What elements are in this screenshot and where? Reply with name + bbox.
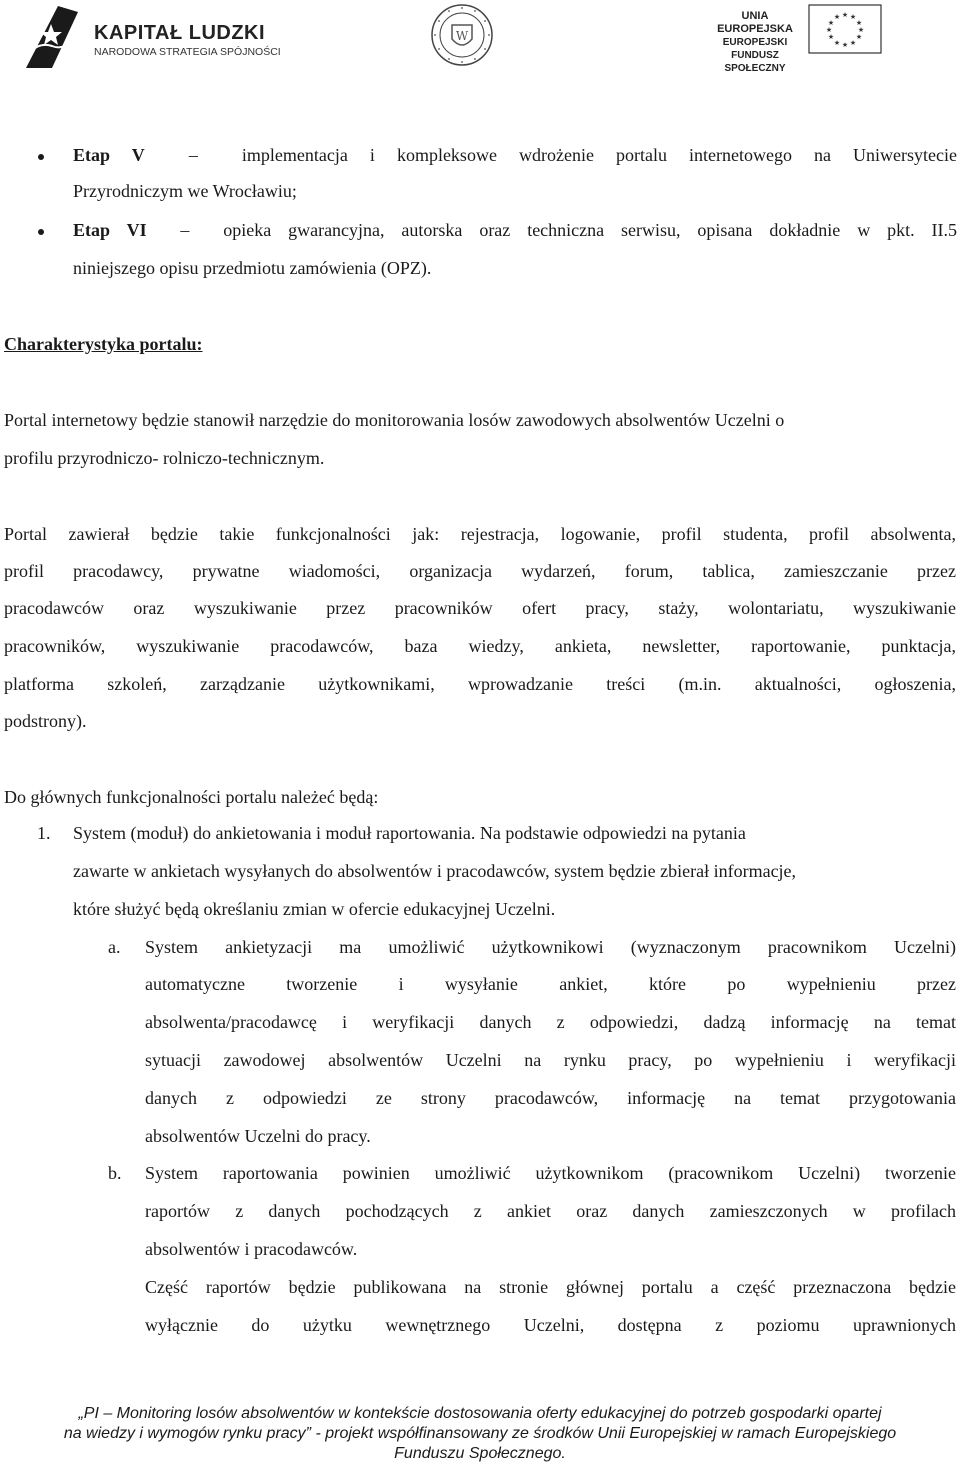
item-1-line-3: które służyć będą określaniu zmian w ofercie edukacyjnej Uczelni. bbox=[73, 899, 556, 919]
svg-text:★: ★ bbox=[849, 13, 857, 21]
para2-line-6: podstrony). bbox=[4, 711, 87, 731]
page-header bbox=[0, 0, 960, 80]
sub-b-line-3: absolwentów i pracodawców. bbox=[145, 1239, 358, 1259]
ue-line3: FUNDUSZ SPOŁECZNY bbox=[724, 50, 786, 74]
svg-text:★: ★ bbox=[833, 39, 841, 47]
ue-line1: UNIA EUROPEJSKA bbox=[717, 10, 793, 35]
para1-line-1: Portal internetowy będzie stanowił narzędzie do monitorowania losów zawodowych absolwentów Uczelni o bbox=[4, 410, 785, 430]
svg-text:★: ★ bbox=[827, 19, 835, 27]
bullet-1-line-1: Etap V – implementacja i kompleksowe wdrożenie portalu internetowego na Uniwersytecie bbox=[73, 145, 958, 165]
para2-line-5: platforma szkoleń, zarządzanie użytkownikami, wprowadzanie treści (m.in. aktualności, ogłoszenia, bbox=[4, 674, 956, 694]
sub-b-line-2: raportów z danych pochodzących z ankiet oraz danych zamieszczonych w profilach bbox=[145, 1201, 956, 1221]
item-1-line-1: System (moduł) do ankietowania i moduł raportowania. Na podstawie odpowiedzi na pytania bbox=[73, 823, 746, 843]
eu-logo bbox=[705, 4, 885, 74]
sub-a-line-3: absolwenta/pracodawcę i weryfikacji danych z odpowiedzi, dadzą informację na temat bbox=[145, 1012, 956, 1032]
svg-text:★: ★ bbox=[833, 13, 841, 21]
item-1-line-2: zawarte w ankietach wysyłanych do absolwentów i pracodawców, system będzie zbierał informacje, bbox=[73, 861, 797, 881]
para1-line-2: profilu przyrodniczo- rolniczo-technicznym. bbox=[4, 448, 325, 468]
bullet-2-label: Etap VI bbox=[73, 220, 147, 240]
list-intro: Do głównych funkcjonalności portalu należeć będą: bbox=[4, 787, 379, 807]
sub-a-line-4: sytuacji zawodowej absolwentów Uczelni na rynku pracy, po wypełnieniu i weryfikacji bbox=[145, 1050, 956, 1070]
sub-a-letter: a. bbox=[108, 937, 121, 957]
kl-title: KAPITAŁ LUDZKI bbox=[94, 22, 266, 44]
university-seal-logo bbox=[430, 3, 494, 67]
sub-b-line-1: System raportowania powinien umożliwić użytkownikom (pracownikom Uczelni) tworzenie bbox=[145, 1163, 956, 1183]
bullet-2-line-1: Etap VI – opieka gwarancyjna, autorska oraz techniczna serwisu, opisana dokładnie w pkt. II.5 bbox=[73, 220, 957, 240]
kl-subtitle: NARODOWA STRATEGIA SPÓJNOŚCI bbox=[94, 46, 281, 58]
svg-text:W: W bbox=[455, 29, 469, 43]
para2-line-3: pracodawców oraz wyszukiwanie przez pracowników ofert pracy, staży, wolontariatu, wyszukiwanie bbox=[4, 598, 956, 618]
footer-line-3: Funduszu Społecznego. bbox=[394, 1445, 566, 1462]
kapital-ludzki-logo bbox=[22, 2, 281, 72]
bullet-2-line-2: niniejszego opisu przedmiotu zamówienia (OPZ). bbox=[73, 258, 432, 278]
footer-line-1: „PI – Monitoring losów absolwentów w kontekście dostosowania oferty edukacyjnej do potrzeb gospodarki opartej bbox=[78, 1405, 882, 1422]
ue-line2: EUROPEJSKI bbox=[722, 37, 788, 48]
sub-b-extra-line-1: Część raportów będzie publikowana na stronie głównej portalu a część przeznaczona będzie bbox=[145, 1277, 956, 1297]
sub-a-line-1: System ankietyzacji ma umożliwić użytkownikowi (wyznaczonym pracownikom Uczelni) bbox=[145, 937, 956, 957]
bullet-dot bbox=[38, 154, 44, 160]
footer-line-2: na wiedzy i wymogów rynku pracy” - projekt współfinansowany ze środków Unii Europejskiej w ramach Europejskiego bbox=[63, 1425, 897, 1442]
item-1-number: 1. bbox=[37, 823, 51, 843]
eu-flag-icon bbox=[808, 4, 882, 54]
sub-b-letter: b. bbox=[108, 1163, 122, 1183]
para2-line-2: profil pracodawcy, prywatne wiadomości, organizacja wydarzeń, forum, tablica, zamieszczanie przez bbox=[4, 561, 956, 581]
bullet-dot bbox=[38, 229, 44, 235]
svg-text:★: ★ bbox=[857, 26, 865, 34]
svg-text:★: ★ bbox=[841, 41, 849, 49]
bullet-1-label: Etap V bbox=[73, 145, 145, 165]
bullet-1-line-2: Przyrodniczym we Wrocławiu; bbox=[73, 181, 297, 201]
sub-a-line-5: danych z odpowiedzi ze strony pracodawców, informację na temat przygotowania bbox=[145, 1088, 956, 1108]
svg-text:★: ★ bbox=[849, 39, 857, 47]
kapital-ludzki-emblem-icon bbox=[22, 2, 82, 72]
svg-text:★: ★ bbox=[855, 19, 863, 27]
para2-line-1: Portal zawierał będzie takie funkcjonalności jak: rejestracja, logowanie, profil studenta, profil absolwenta, bbox=[4, 524, 956, 544]
svg-text:★: ★ bbox=[825, 26, 833, 34]
sub-a-line-2: automatyczne tworzenie i wysyłanie ankiet, które po wypełnieniu przez bbox=[145, 974, 956, 994]
svg-text:★: ★ bbox=[855, 33, 863, 41]
svg-text:★: ★ bbox=[827, 33, 835, 41]
para2-line-4: pracowników, wyszukiwanie pracodawców, baza wiedzy, ankieta, newsletter, raportowanie, punktacja, bbox=[4, 636, 956, 656]
sub-b-extra-line-2: wyłącznie do użytku wewnętrznego Uczelni, dostępna z poziomu uprawnionych bbox=[145, 1315, 956, 1335]
section-heading: Charakterystyka portalu: bbox=[4, 334, 203, 354]
sub-a-line-6: absolwentów Uczelni do pracy. bbox=[145, 1126, 371, 1146]
svg-text:★: ★ bbox=[841, 11, 849, 19]
